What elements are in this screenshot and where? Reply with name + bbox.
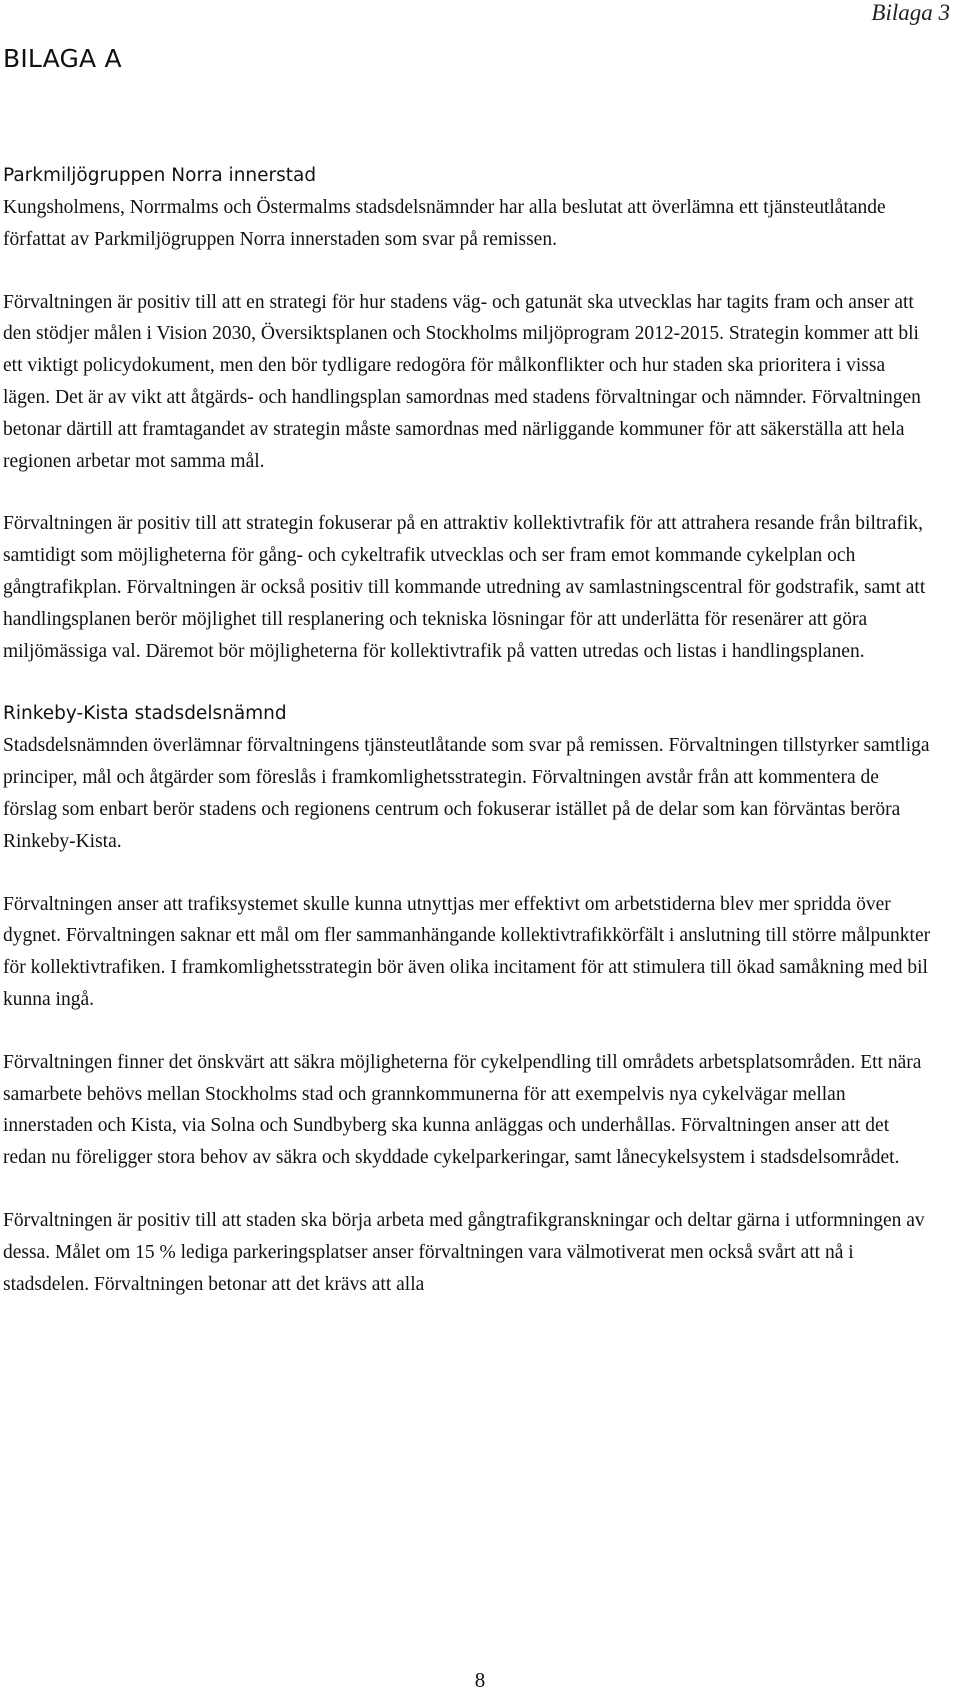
paragraph: Förvaltningen finner det önskvärt att säkra möjligheterna för cykelpendling till områdets arbetsplatsområden. Ett nära samarbete behövs mellan Stockholms stad och grannkommunerna för att exempelvis nya cykelvägar mellan innerstaden och Kista, via Solna och Sundbyberg ska kunna anläggas och underhållas. Förvaltningen anser att det redan nu föreligger stora behov av säkra och skyddade cykelparkeringar, samt lånecykelsystem i stadsdelsområdet. [3,1051,922,1169]
paragraph: Förvaltningen är positiv till att en strategi för hur stadens väg- och gatunät ska utvecklas har tagits fram och anser att den stödjer målen i Vision 2030, Översiktsplanen och Stockholms miljöprogram 2012-2015. Strategin kommer att bli ett viktigt policydokument, men den bör tydligare redogöra för målkonflikter och hur staden ska prioritera i vissa lägen. Det är av vikt att åtgärds- och handlingsplan samordnas med stadens förvaltningar och nämnder. Förvaltningen betonar därtill att framtagandet av strategin måste samordnas med närliggande kommuner för att säkerställa att hela regionen arbetar mot samma mål. [3,291,921,472]
attachment-label: Bilaga 3 [871,0,950,25]
page-number: 8 [474,1668,486,1692]
section-heading-rinkeby-kista: Rinkeby-Kista stadsdelsnämnd [3,703,287,725]
paragraph: Kungsholmens, Norrmalms och Östermalms stadsdelsnämnder har alla beslutat att överlämna ett tjänsteutlåtande författat av Parkmiljögruppen Norra innerstaden som svar på remissen. [3,197,886,250]
paragraph: Förvaltningen är positiv till att staden ska börja arbeta med gångtrafikgranskningar och deltar gärna i utformningen av dessa. Målet om 15 % lediga parkeringsplatser anser förvaltningen vara välmotiverat men också svårt att nå i stadsdelen. Förvaltningen betonar att det krävs att alla [3,1209,925,1295]
paragraph: Stadsdelsnämnden överlämnar förvaltningens tjänsteutlåtande som svar på remissen. Förvaltningen tillstyrker samtliga principer, mål och åtgärder som föreslås i framkomlighetsstrategin. Förvaltningen avstår från att kommentera de förslag som enbart berör stadens och regionens centrum och fokuserar istället på de delar som kan förväntas beröra Rinkeby-Kista. [3,735,930,852]
paragraph: Förvaltningen är positiv till att strategin fokuserar på en attraktiv kollektivtrafik för att attrahera resande från biltrafik, samtidigt som möjligheterna för gång- och cykeltrafik utvecklas och ser fram emot kommande cykelplan och gångtrafikplan. Förvaltningen är också positiv till kommande utredning av samlastningscentral för godstrafik, samt att handlingsplanen berör möjlighet till resplanering och tekniska lösningar för att underlätta för resenärer att göra miljömässiga val. Däremot bör möjligheterna för kollektivtrafik på vatten utredas och listas i handlingsplanen. [3,513,926,662]
paragraph: Förvaltningen anser att trafiksystemet skulle kunna utnyttjas mer effektivt om arbetstiderna blev mer spridda över dygnet. Förvaltningen saknar ett mål om fler sammanhängande kollektivtrafikkörfält i anslutning till större målpunkter för kollektivtrafiken. I framkomlighetsstrategin bör även olika incitament för att stimulera till ökad samåkning med bil kunna ingå. [3,893,931,1010]
document-title: BILAGA A [3,44,122,73]
document-body [3,160,933,1300]
section-heading-parkmiljogruppen: Parkmiljögruppen Norra innerstad [3,165,317,186]
